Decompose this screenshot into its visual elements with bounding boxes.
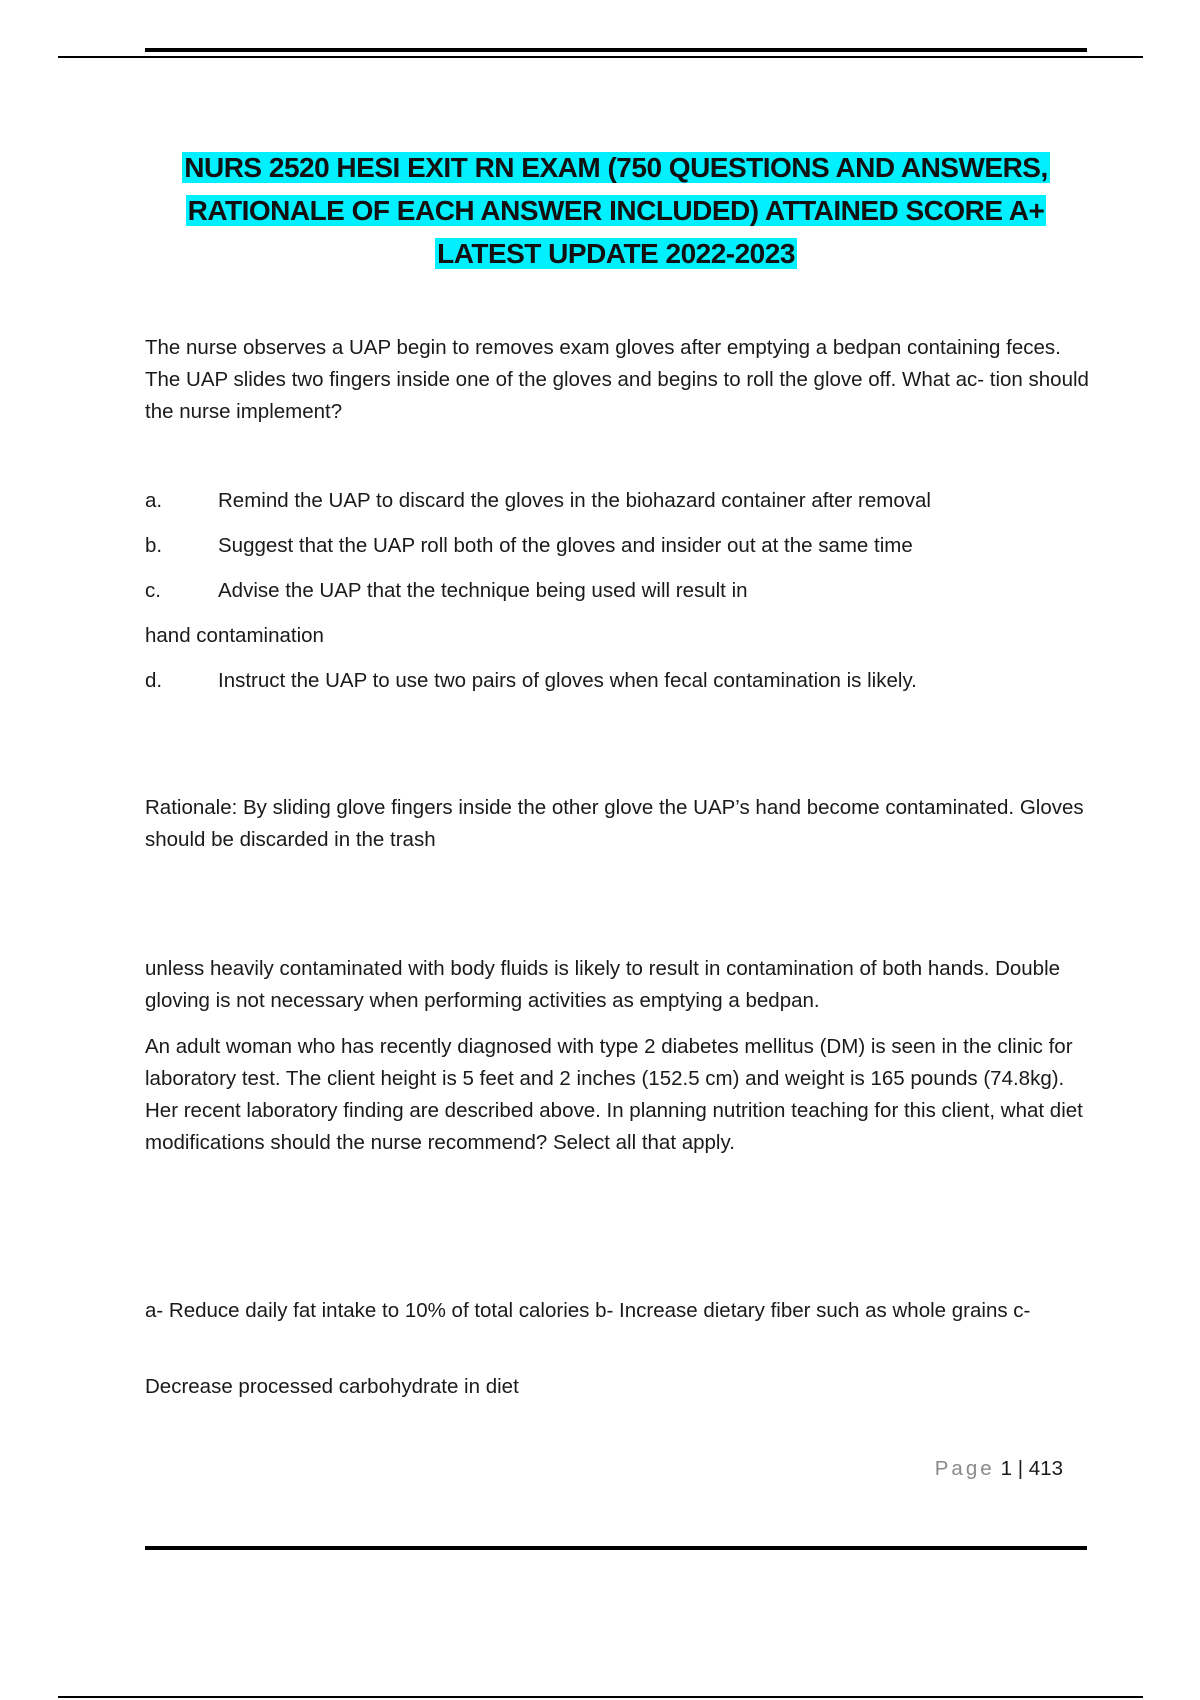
bottom-thick-rule (145, 1546, 1087, 1550)
page-separator: | (1017, 1457, 1024, 1480)
bottom-thin-rule (58, 1696, 1143, 1698)
option-text: Remind the UAP to discard the gloves in the biohazard container after removal (218, 489, 931, 512)
option-text: Instruct the UAP to use two pairs of gloves when fecal contamination is likely. (218, 669, 917, 692)
page-word: Page (934, 1457, 995, 1480)
question-1-option-b (145, 530, 1090, 562)
option-letter: c. (145, 579, 161, 602)
top-thick-rule (145, 48, 1087, 52)
question-2-stem: An adult woman who has recently diagnosed with type 2 diabetes mellitus (DM) is seen in the clinic for laboratory test. The client height is 5 feet and 2 inches (152.5 cm) and weight is 165 pounds (74.8kg). Her recent laboratory finding are described above. In planning nutrition teaching for this client, what diet modifications should the nurse recommend? Select all that apply. (145, 1035, 1083, 1154)
question-1-stem: The nurse observes a UAP begin to removes exam gloves after emptying a bedpan containing feces. The UAP slides two fingers inside one of the gloves and begins to roll the glove off. What ac- tion should the nurse implement? (145, 336, 1089, 423)
document-title (145, 146, 1087, 275)
question-1-rationale: Rationale: By sliding glove fingers inside the other glove the UAP’s hand become contaminated. Gloves should be discarded in the trash (145, 796, 1084, 851)
option-text: Suggest that the UAP roll both of the gloves and insider out at the same time (218, 534, 913, 557)
title-line-2: RATIONALE OF EACH ANSWER INCLUDED) ATTAINED SCORE A+ (187, 195, 1045, 226)
page-number (935, 1457, 1063, 1481)
option-letter: b. (145, 534, 163, 557)
question-1-rationale-continued: unless heavily contaminated with body fluids is likely to result in contamination of both hands. Double gloving is not necessary when performing activities as emptying a bedpan. (145, 957, 1061, 1012)
option-letter: d. (145, 669, 163, 692)
current-page: 1 (1000, 1457, 1013, 1480)
question-2-options: a- Reduce daily fat intake to 10% of total calories b- Increase dietary fiber such as whole grains c- (145, 1299, 1031, 1322)
option-letter: a. (145, 489, 163, 512)
question-1-option-c-continued: hand contamination (145, 624, 324, 647)
option-text: Advise the UAP that the technique being used will result in (218, 579, 748, 602)
question-2-options-continued: Decrease processed carbohydrate in diet (145, 1375, 519, 1398)
question-1-option-a (145, 485, 1090, 517)
question-1-option-c (145, 575, 1090, 607)
top-thin-rule (58, 56, 1143, 58)
title-line-1: NURS 2520 HESI EXIT RN EXAM (750 QUESTIONS AND ANSWERS, (184, 152, 1048, 183)
question-1-option-d (145, 665, 1090, 697)
total-pages: 413 (1028, 1457, 1063, 1480)
title-line-3: LATEST UPDATE 2022-2023 (437, 238, 795, 269)
